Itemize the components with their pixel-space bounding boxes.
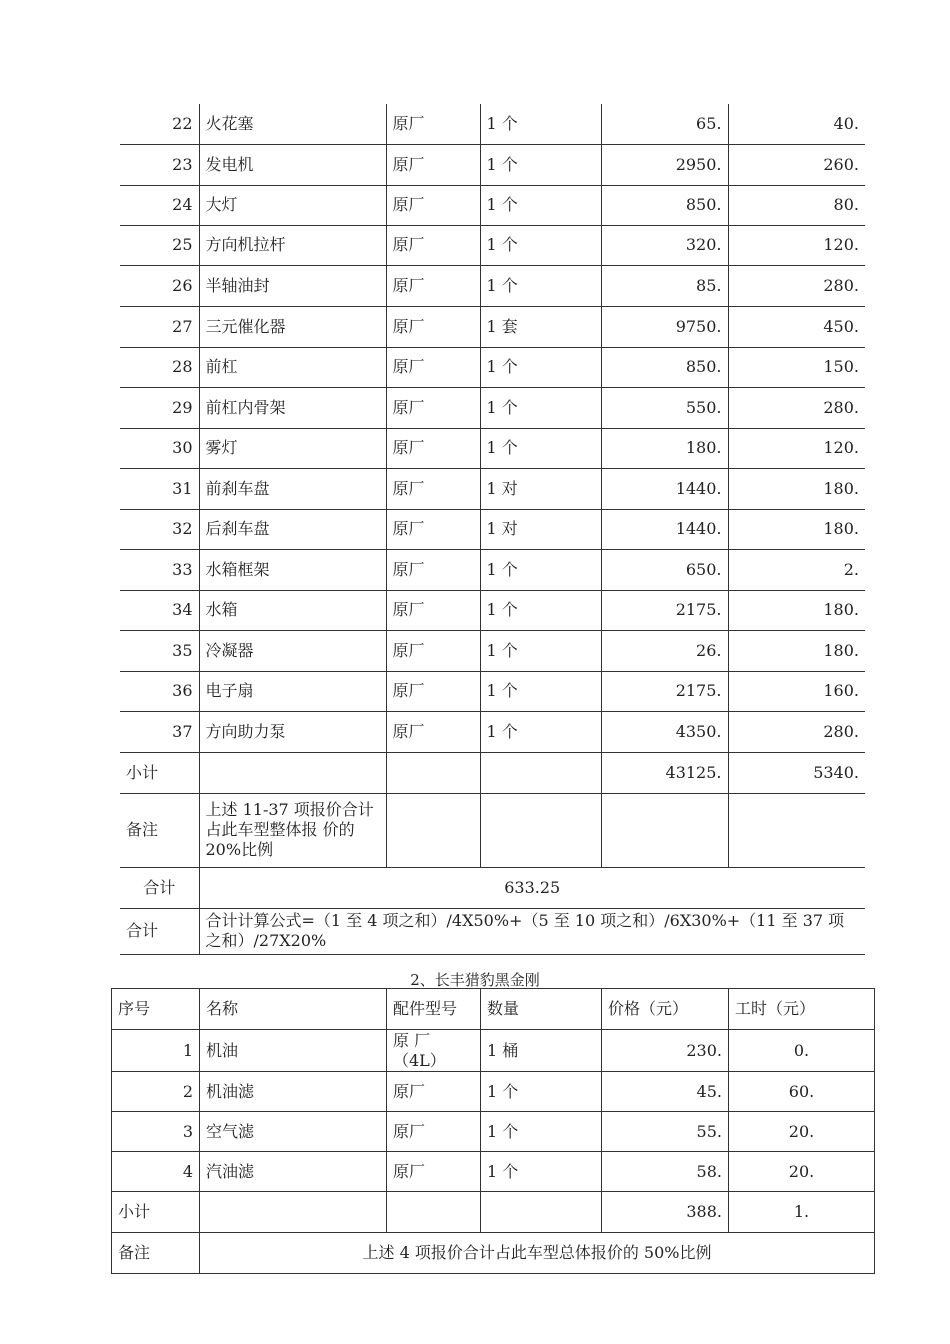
item-name: 雾灯 [199, 428, 386, 468]
item-price: 26. [601, 630, 728, 671]
table-row [120, 549, 865, 590]
item-number: 29 [120, 387, 199, 428]
item-price: 4350. [601, 711, 728, 752]
item-price: 55. [602, 1112, 729, 1152]
table-row [120, 428, 865, 468]
item-number: 37 [120, 711, 199, 752]
subtotal-label: 小计 [120, 752, 199, 793]
item-quantity: 1 个 [480, 711, 601, 752]
item-quantity: 1 个 [480, 265, 601, 306]
item-quantity: 1 对 [480, 509, 601, 549]
item-type: 原厂 [386, 428, 480, 468]
item-number: 36 [120, 671, 199, 711]
parts-table-2 [111, 988, 875, 1274]
empty-cell [728, 793, 865, 867]
table-row [112, 1152, 875, 1192]
item-type: 原厂 [386, 144, 480, 185]
formula-label: 合计 [120, 908, 199, 954]
item-price: 2175. [601, 671, 728, 711]
item-number: 2 [112, 1072, 200, 1112]
item-quantity: 1 桶 [481, 1030, 602, 1072]
table-row [112, 1072, 875, 1112]
item-number: 30 [120, 428, 199, 468]
item-quantity: 1 个 [480, 225, 601, 265]
table-row [112, 1030, 875, 1072]
item-number: 27 [120, 306, 199, 347]
item-number: 4 [112, 1152, 200, 1192]
item-name: 前刹车盘 [199, 468, 386, 509]
item-name: 汽油滤 [200, 1152, 387, 1192]
item-price: 320. [601, 225, 728, 265]
item-price: 2950. [601, 144, 728, 185]
table-row [120, 468, 865, 509]
item-price: 85. [601, 265, 728, 306]
remark-label: 备注 [120, 793, 199, 867]
item-number: 23 [120, 144, 199, 185]
total-label: 合计 [120, 867, 199, 908]
item-labor: 40. [728, 104, 865, 144]
remark-text: 上述 4 项报价合计占此车型总体报价的 50%比例 [200, 1233, 875, 1274]
item-labor: 280. [728, 387, 865, 428]
formula-text: 合计计算公式=（1 至 4 项之和）/4X50%+（5 至 10 项之和）/6X30%+（11 至 37 项 之和）/27X20% [199, 908, 865, 954]
item-labor: 180. [728, 468, 865, 509]
item-name: 电子扇 [199, 671, 386, 711]
item-name: 方向助力泵 [199, 711, 386, 752]
header-quantity: 数量 [481, 989, 602, 1030]
header-price: 价格（元） [602, 989, 729, 1030]
table-row [120, 908, 865, 954]
item-labor: 20. [729, 1152, 875, 1192]
parts-table-1 [120, 104, 865, 955]
subtotal-labor: 1. [729, 1192, 875, 1233]
empty-cell [386, 752, 480, 793]
table-row [112, 1233, 875, 1274]
item-labor: 260. [728, 144, 865, 185]
item-type: 原厂 [386, 671, 480, 711]
item-labor: 60. [729, 1072, 875, 1112]
item-labor: 180. [728, 509, 865, 549]
item-type: 原厂 [386, 225, 480, 265]
item-labor: 280. [728, 265, 865, 306]
item-quantity: 1 个 [480, 185, 601, 225]
table-row [120, 185, 865, 225]
empty-cell [200, 1192, 387, 1233]
empty-cell [199, 752, 386, 793]
item-name: 前杠内骨架 [199, 387, 386, 428]
item-type: 原厂 [386, 549, 480, 590]
item-name: 冷凝器 [199, 630, 386, 671]
table-row [120, 265, 865, 306]
item-price: 45. [602, 1072, 729, 1112]
item-labor: 120. [728, 428, 865, 468]
item-type: 原厂 [386, 590, 480, 630]
item-type: 原厂 [386, 509, 480, 549]
table-row [112, 1192, 875, 1233]
empty-cell [480, 793, 601, 867]
item-quantity: 1 个 [481, 1072, 602, 1112]
item-labor: 150. [728, 347, 865, 387]
table-row [120, 590, 865, 630]
item-name: 空气滤 [200, 1112, 387, 1152]
item-type: 原厂 [387, 1112, 481, 1152]
item-labor: 80. [728, 185, 865, 225]
empty-cell [387, 1192, 481, 1233]
header-type: 配件型号 [387, 989, 481, 1030]
item-labor: 20. [729, 1112, 875, 1152]
empty-cell [601, 793, 728, 867]
header-number: 序号 [112, 989, 200, 1030]
total-value: 633.25 [199, 867, 865, 908]
table-row [112, 1112, 875, 1152]
item-price: 65. [601, 104, 728, 144]
table-row [120, 225, 865, 265]
item-number: 32 [120, 509, 199, 549]
item-number: 31 [120, 468, 199, 509]
remark-text: 上述 11-37 项报价合计占此车型整体报 价的 20%比例 [199, 793, 386, 867]
item-labor: 120. [728, 225, 865, 265]
empty-cell [386, 793, 480, 867]
remark-label: 备注 [112, 1233, 200, 1274]
header-labor: 工时（元） [729, 989, 875, 1030]
item-price: 1440. [601, 468, 728, 509]
item-type: 原厂 [386, 265, 480, 306]
item-name: 方向机拉杆 [199, 225, 386, 265]
subtotal-label: 小计 [112, 1192, 200, 1233]
header-name: 名称 [200, 989, 387, 1030]
item-quantity: 1 个 [480, 590, 601, 630]
item-quantity: 1 个 [480, 347, 601, 387]
item-quantity: 1 个 [480, 671, 601, 711]
subtotal-price: 43125. [601, 752, 728, 793]
item-quantity: 1 个 [480, 549, 601, 590]
section-caption: 2、长丰猎豹黑金刚 [410, 971, 540, 989]
item-name: 发电机 [199, 144, 386, 185]
item-quantity: 1 个 [480, 104, 601, 144]
table-row [120, 867, 865, 908]
item-type: 原厂 [386, 104, 480, 144]
item-labor: 180. [728, 630, 865, 671]
table-row [120, 711, 865, 752]
item-price: 550. [601, 387, 728, 428]
table-row [120, 387, 865, 428]
item-price: 850. [601, 185, 728, 225]
table-row [120, 793, 865, 867]
empty-cell [481, 1192, 602, 1233]
item-name: 火花塞 [199, 104, 386, 144]
item-number: 35 [120, 630, 199, 671]
item-price: 1440. [601, 509, 728, 549]
table-row [120, 144, 865, 185]
item-quantity: 1 个 [480, 630, 601, 671]
item-type: 原厂 [387, 1152, 481, 1192]
item-quantity: 1 个 [481, 1112, 602, 1152]
item-quantity: 1 个 [481, 1152, 602, 1192]
item-name: 半轴油封 [199, 265, 386, 306]
item-number: 26 [120, 265, 199, 306]
item-price: 650. [601, 549, 728, 590]
table-row [120, 630, 865, 671]
item-number: 1 [112, 1030, 200, 1072]
item-price: 850. [601, 347, 728, 387]
item-name: 前杠 [199, 347, 386, 387]
item-labor: 160. [728, 671, 865, 711]
item-number: 25 [120, 225, 199, 265]
item-number: 22 [120, 104, 199, 144]
item-price: 9750. [601, 306, 728, 347]
item-price: 58. [602, 1152, 729, 1192]
table-row [120, 306, 865, 347]
item-labor: 450. [728, 306, 865, 347]
item-labor: 0. [729, 1030, 875, 1072]
item-quantity: 1 个 [480, 144, 601, 185]
subtotal-labor: 5340. [728, 752, 865, 793]
item-quantity: 1 个 [480, 428, 601, 468]
item-name: 机油 [200, 1030, 387, 1072]
item-name: 大灯 [199, 185, 386, 225]
table-row [120, 671, 865, 711]
table-row [120, 104, 865, 144]
item-type: 原厂 [386, 468, 480, 509]
item-price: 230. [602, 1030, 729, 1072]
item-labor: 280. [728, 711, 865, 752]
item-name: 三元催化器 [199, 306, 386, 347]
item-type: 原厂 [386, 347, 480, 387]
item-name: 后刹车盘 [199, 509, 386, 549]
item-price: 180. [601, 428, 728, 468]
item-type: 原厂 [387, 1072, 481, 1112]
item-number: 33 [120, 549, 199, 590]
item-type: 原 厂（4L） [387, 1030, 481, 1072]
subtotal-price: 388. [602, 1192, 729, 1233]
item-price: 2175. [601, 590, 728, 630]
item-quantity: 1 个 [480, 387, 601, 428]
table-row [120, 752, 865, 793]
item-number: 34 [120, 590, 199, 630]
item-number: 3 [112, 1112, 200, 1152]
empty-cell [480, 752, 601, 793]
table-row [120, 509, 865, 549]
item-type: 原厂 [386, 387, 480, 428]
table-row [112, 989, 875, 1030]
item-type: 原厂 [386, 306, 480, 347]
item-quantity: 1 套 [480, 306, 601, 347]
table-row [120, 347, 865, 387]
item-type: 原厂 [386, 185, 480, 225]
item-type: 原厂 [386, 711, 480, 752]
item-type: 原厂 [386, 630, 480, 671]
item-name: 机油滤 [200, 1072, 387, 1112]
item-name: 水箱框架 [199, 549, 386, 590]
item-name: 水箱 [199, 590, 386, 630]
item-quantity: 1 对 [480, 468, 601, 509]
item-labor: 2. [728, 549, 865, 590]
item-number: 28 [120, 347, 199, 387]
item-labor: 180. [728, 590, 865, 630]
item-number: 24 [120, 185, 199, 225]
